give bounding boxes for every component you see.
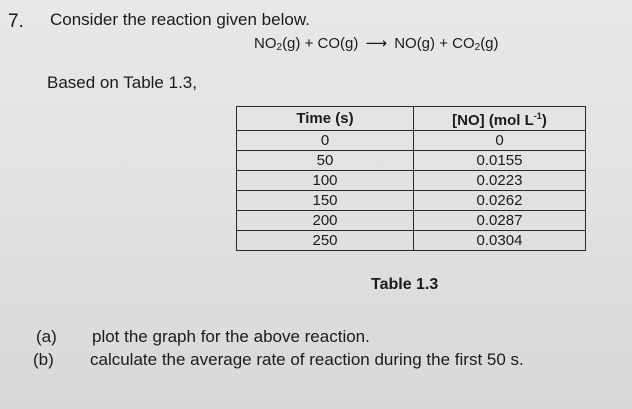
reactant-no2: NO — [254, 35, 277, 52]
time-cell: 250 — [237, 231, 414, 251]
table-row — [237, 171, 586, 191]
concentration-cell: 0.0304 — [414, 231, 586, 251]
part-a-text: plot the graph for the above reaction. — [92, 327, 370, 346]
header-concentration — [414, 107, 586, 131]
time-cell: 100 — [237, 171, 414, 191]
table-reference: Based on Table 1.3, — [47, 73, 197, 92]
part-b-label: (b) — [33, 350, 54, 369]
header-concentration-label: [NO] (mol L — [452, 112, 534, 129]
concentration-cell: 0.0223 — [414, 171, 586, 191]
product-state: (g) — [480, 35, 499, 52]
product-subscript: 2 — [474, 42, 481, 53]
part-b-text: calculate the average rate of reaction during the first 50 s. — [90, 350, 524, 369]
question-number: 7. — [8, 11, 24, 32]
table-header-row — [237, 107, 586, 131]
time-cell: 0 — [237, 131, 414, 151]
table-row — [237, 131, 586, 151]
header-time: Time (s) — [237, 107, 414, 131]
concentration-cell: 0.0262 — [414, 191, 586, 211]
concentration-cell: 0 — [414, 131, 586, 151]
time-cell: 50 — [237, 151, 414, 171]
table-row — [237, 231, 586, 251]
reaction-arrow: ⟶ — [365, 35, 388, 52]
header-concentration-superscript: -1 — [533, 111, 542, 121]
header-concentration-close: ) — [541, 112, 547, 129]
time-cell: 200 — [237, 211, 414, 231]
table-row — [237, 151, 586, 171]
product-no-co: NO(g) + CO — [394, 35, 475, 52]
concentration-cell: 0.0287 — [414, 211, 586, 231]
time-cell: 150 — [237, 191, 414, 211]
question-stem: Consider the reaction given below. — [50, 10, 310, 29]
part-a-label: (a) — [36, 327, 57, 346]
table-caption: Table 1.3 — [371, 276, 439, 293]
data-table — [236, 106, 586, 251]
table-row — [237, 191, 586, 211]
concentration-cell: 0.0155 — [414, 151, 586, 171]
reactant-rest: (g) + CO(g) — [282, 35, 359, 52]
reactant-subscript: 2 — [276, 42, 283, 53]
table-row — [237, 211, 586, 231]
reaction-equation — [254, 34, 499, 53]
